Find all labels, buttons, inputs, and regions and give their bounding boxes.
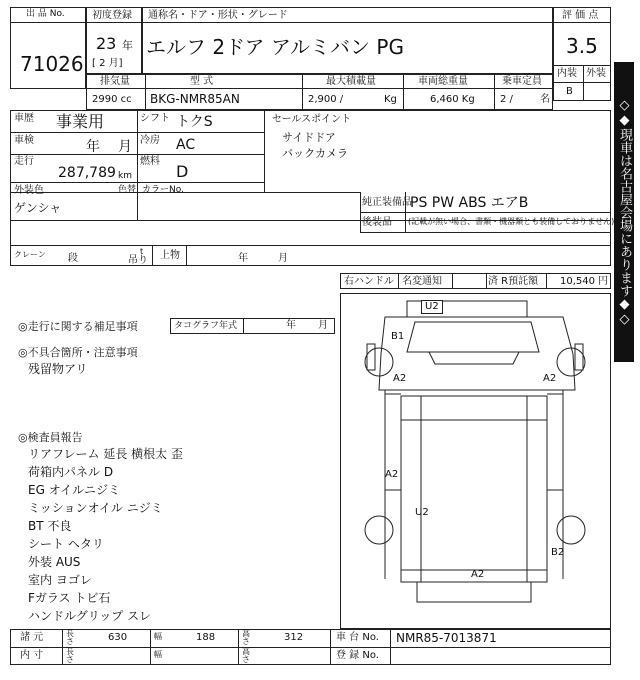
color-change-label: 色替 <box>118 185 137 195</box>
name-change-label: 名変通知 <box>402 276 442 287</box>
length: 630 <box>108 632 128 643</box>
interior-grade: B <box>566 86 573 97</box>
cargo-box <box>401 396 547 582</box>
shift: トクS <box>176 114 213 130</box>
gross-weight-label: 車両総重量 <box>418 76 468 87</box>
report-item: シート ヘタリ <box>28 537 104 551</box>
height: 312 <box>284 632 304 643</box>
grade-label: 評 価 点 <box>562 10 599 21</box>
crane-stage: 段 <box>68 253 78 264</box>
history-label: 車歴 <box>14 113 34 124</box>
mark-a2-left-front: A2 <box>393 373 407 384</box>
report-item: 荷箱内パネル D <box>28 465 114 479</box>
equipment: PS PW ABS エアB <box>410 195 529 211</box>
exterior-grade-label: 外装 <box>586 68 606 79</box>
mark-a2-rear: A2 <box>471 569 485 580</box>
tacho-label: タコグラフ年式 <box>174 321 238 331</box>
reg-month: [ 2 月] <box>92 58 123 69</box>
lot-number: 71026 <box>20 52 84 76</box>
mark-b1: B1 <box>391 331 405 342</box>
driving-notes-title: ◎走行に関する補足事項 <box>18 320 138 333</box>
crane-hang: 吊り <box>128 255 148 266</box>
crane-ton: t <box>140 247 144 256</box>
model-header-label: 通称名・ドア・形状・グレード <box>148 10 288 21</box>
mark-a2-right-front: A2 <box>543 373 557 384</box>
upper-body-label: 上物 <box>160 250 180 261</box>
sales-point-2: バックカメラ <box>282 147 348 160</box>
report-item: ミッションオイル ニジミ <box>28 501 163 515</box>
gross-weight: 6,460 Kg <box>430 94 475 105</box>
inner-height-label: 高さ <box>242 647 250 664</box>
left-mirror <box>367 344 375 370</box>
tacho-month: 月 <box>318 320 328 331</box>
registration-label: 登 録 No. <box>336 650 379 661</box>
mileage: 287,789 <box>58 165 116 181</box>
aftermarket-note: (記載が無い場合、書類・機器類とも装備しておりません) <box>408 217 615 226</box>
report-item: 外装 AUS <box>28 555 81 569</box>
damage-diagram <box>340 293 611 629</box>
upper-body-month: 月 <box>278 253 288 264</box>
shift-label: シフト <box>140 113 170 124</box>
mark-b2: B2 <box>551 547 565 558</box>
report-item: EG オイルニジミ <box>28 483 121 497</box>
right-mirror <box>575 344 583 370</box>
overall-grade: 3.5 <box>566 34 598 58</box>
inner-length-label: 長さ <box>66 647 74 664</box>
max-load-unit: Kg <box>384 94 397 105</box>
height-label: 高さ <box>242 629 250 646</box>
max-load-label: 最大積載量 <box>326 76 376 87</box>
inner-dims-label: 内 寸 <box>20 650 44 661</box>
front-right-wheel <box>557 348 585 376</box>
report-item: リアフレーム 延長 横根太 歪 <box>28 447 183 461</box>
report-item: Fガラス トビ石 <box>28 591 111 605</box>
recycle-unit: 円 <box>598 276 608 287</box>
fuel: D <box>176 162 189 181</box>
dash-line <box>429 352 519 364</box>
capacity-label: 乗車定員 <box>502 76 542 87</box>
rear-panel <box>417 582 531 602</box>
width: 188 <box>196 632 216 643</box>
mark-a2-left-side: A2 <box>385 469 399 480</box>
reg-year: 23 <box>96 34 117 53</box>
displacement: 2990 cc <box>92 94 132 105</box>
inner-width-label: 幅 <box>154 650 162 659</box>
color-code-label: カラーNo. <box>142 185 184 195</box>
first-reg-label: 初度登録 <box>92 10 132 21</box>
max-load: 2,900 / <box>308 94 344 105</box>
car-name: エルフ 2ドア アルミバン PG <box>146 35 404 59</box>
dims-label: 諸 元 <box>20 632 44 643</box>
defect-item: 残留物アリ <box>28 362 88 376</box>
chassis-label: 車 台 No. <box>336 632 379 643</box>
report-item: 室内 ヨゴレ <box>28 573 92 587</box>
model-code-label: 型 式 <box>190 76 214 87</box>
ac: AC <box>176 137 196 153</box>
chassis-number: NMR85-7013871 <box>396 631 497 645</box>
model-code: BKG-NMR85AN <box>150 92 240 106</box>
interior-grade-label: 内装 <box>557 68 577 79</box>
crane-label: クレーン <box>14 250 46 259</box>
ac-label: 冷房 <box>140 135 160 146</box>
side-panels <box>385 394 563 490</box>
banner-text: ◇◆現車は名古屋会場にあります◆◇ <box>617 97 632 327</box>
mileage-unit: km <box>118 171 132 181</box>
capacity: 2 / <box>500 94 513 105</box>
tacho-year: 年 <box>286 320 296 331</box>
sales-point-1: サイドドア <box>282 131 336 144</box>
lot-label: 出 品 No. <box>26 9 65 19</box>
recycle-amount: 10,540 <box>560 276 595 287</box>
sales-point-label: セールスポイント <box>272 114 352 125</box>
fuel-label: 燃料 <box>140 156 160 167</box>
defect-title: ◎不具合箇所・注意事項 <box>18 346 138 359</box>
recycle-label: 済 R預託額 <box>488 276 539 287</box>
displacement-label: 排気量 <box>100 76 130 87</box>
inspection-label: 車検 <box>14 135 34 146</box>
rear-right-wheel <box>557 516 585 544</box>
mark-u2-box: U2 <box>415 507 429 518</box>
rear-left-wheel <box>365 516 393 544</box>
mileage-label: 走行 <box>14 156 34 167</box>
report-item: BT 不良 <box>28 519 72 533</box>
aftermarket-label: 後装品 <box>362 217 392 228</box>
lot-box <box>10 7 86 89</box>
report-item: ハンドルグリップ スレ <box>28 609 152 623</box>
inspection-year: 年 <box>86 139 100 155</box>
mark-u2-cab: U2 <box>421 300 443 314</box>
upper-body-year: 年 <box>238 253 248 264</box>
location-banner <box>614 62 634 362</box>
length-label: 長さ <box>66 629 74 646</box>
reg-year-unit: 年 <box>122 39 133 52</box>
history: 事業用 <box>56 112 105 131</box>
right-handle: 右ハンドル <box>344 276 394 287</box>
inspection-month: 月 <box>118 139 132 155</box>
front-left-wheel <box>365 348 393 376</box>
equipment-label: 純正装備品 <box>362 197 412 208</box>
inspector-title: ◎検査員報告 <box>18 431 83 444</box>
capacity-unit: 名 <box>540 94 550 105</box>
width-label: 幅 <box>154 632 162 641</box>
ext-color-label: 外装色 <box>14 185 44 196</box>
ext-color: ゲンシャ <box>14 201 62 215</box>
windshield <box>407 322 539 352</box>
